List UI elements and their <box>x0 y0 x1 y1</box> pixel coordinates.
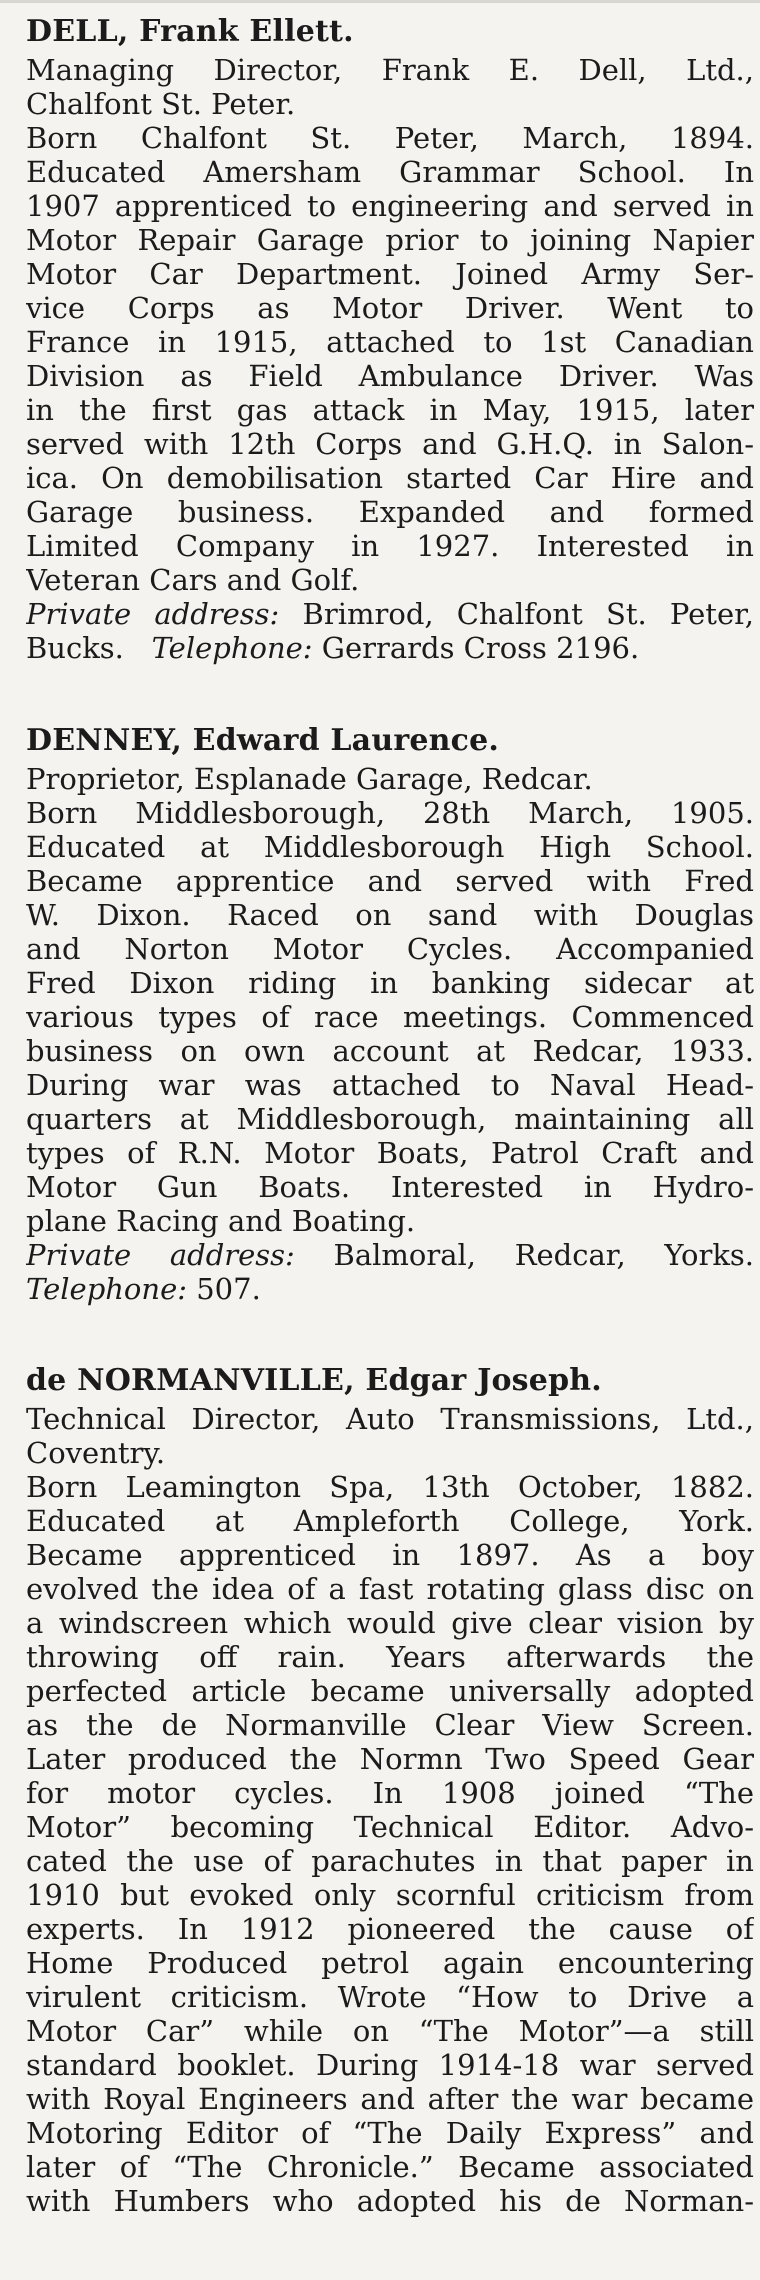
entry-line: evolved the idea of a fast rotating glass disc on <box>26 1572 754 1606</box>
entry-line: Motor Car Department. Joined Army Ser- <box>26 257 754 291</box>
entry-line: Garage business. Expanded and formed <box>26 495 754 529</box>
entry-line: Became apprenticed in 1897. As a boy <box>26 1538 754 1572</box>
entry-surname: de NORMANVILLE, <box>26 1363 355 1398</box>
entry-line: served with 12th Corps and G.H.Q. in Salon- <box>26 427 754 461</box>
entry-line: Home Produced petrol again encountering <box>26 1946 754 1980</box>
entry-line: ica. On demobilisation started Car Hire and <box>26 461 754 495</box>
entry-line: and Norton Motor Cycles. Accompanied <box>26 932 754 966</box>
entry-line: Motoring Editor of “The Daily Express” and <box>26 2116 754 2150</box>
entry-line: Fred Dixon riding in banking sidecar at <box>26 966 754 1000</box>
entry-line: business on own account at Redcar, 1933. <box>26 1034 754 1068</box>
telephone-label: Telephone: <box>26 1272 188 1306</box>
entry-line: 1907 apprenticed to engineering and served in <box>26 189 754 223</box>
entry-line: Motor Gun Boats. Interested in Hydro- <box>26 1170 754 1204</box>
entry-line: Division as Field Ambulance Driver. Was <box>26 359 754 393</box>
entry-given-names: Frank Ellett. <box>139 14 354 49</box>
entry-line: types of R.N. Motor Boats, Patrol Craft and <box>26 1136 754 1170</box>
entry-line: Became apprentice and served with Fred <box>26 864 754 898</box>
telephone-label: Telephone: <box>151 631 313 665</box>
entry-line: quarters at Middlesborough, maintaining all <box>26 1102 754 1136</box>
entry-line: During war was attached to Naval Head- <box>26 1068 754 1102</box>
entry-line: Born Middlesborough, 28th March, 1905. <box>26 796 754 830</box>
entry-line: Limited Company in 1927. Interested in <box>26 529 754 563</box>
entry-line: Managing Director, Frank E. Dell, Ltd., <box>26 53 754 87</box>
entry-heading <box>26 1363 754 1399</box>
entry-line: Born Chalfont St. Peter, March, 1894. <box>26 121 754 155</box>
entry-line: perfected article became universally adopted <box>26 1674 754 1708</box>
entry-line: in the first gas attack in May, 1915, later <box>26 393 754 427</box>
private-address-line <box>26 1238 754 1272</box>
entry-line: Coventry. <box>26 1436 166 1470</box>
entry-line: virulent criticism. Wrote “How to Drive a <box>26 1980 754 2014</box>
entry-line: Educated at Ampleforth College, York. <box>26 1504 754 1538</box>
telephone-value: 507. <box>196 1272 261 1306</box>
entry-line: France in 1915, attached to 1st Canadian <box>26 325 754 359</box>
entry-heading <box>26 723 754 759</box>
telephone-line <box>26 631 754 665</box>
entry-line: vice Corps as Motor Driver. Went to <box>26 291 754 325</box>
telephone-line <box>26 1272 754 1306</box>
entry-line: with Humbers who adopted his de Norman- <box>26 2184 754 2218</box>
entry-line: with Royal Engineers and after the war became <box>26 2082 754 2116</box>
private-address-label: Private address: <box>26 1238 295 1272</box>
entry-line: Veteran Cars and Golf. <box>26 563 360 597</box>
entry-line: Motor” becoming Technical Editor. Advo- <box>26 1810 754 1844</box>
private-address-value: Brimrod, Chalfont St. Peter, <box>302 597 754 631</box>
entry-given-names: Edward Laurence. <box>192 723 500 758</box>
entry-line: plane Racing and Boating. <box>26 1204 416 1238</box>
entry-line: as the de Normanville Clear View Screen. <box>26 1708 754 1742</box>
entry-line: Educated at Middlesborough High School. <box>26 830 754 864</box>
entry-heading <box>26 14 754 50</box>
entry-line: W. Dixon. Raced on sand with Douglas <box>26 898 754 932</box>
entry-line: a windscreen which would give clear vision by <box>26 1606 754 1640</box>
private-address-value: Balmoral, Redcar, Yorks. <box>333 1238 754 1272</box>
entry-line: 1910 but evoked only scornful criticism from <box>26 1878 754 1912</box>
private-address-label: Private address: <box>26 597 280 631</box>
entry-line: standard booklet. During 1914-18 war served <box>26 2048 754 2082</box>
private-address-continued: Bucks. <box>26 631 124 665</box>
entry-given-names: Edgar Joseph. <box>365 1363 602 1398</box>
entry-line: various types of race meetings. Commenced <box>26 1000 754 1034</box>
entry-line: experts. In 1912 pioneered the cause of <box>26 1912 754 1946</box>
entry-line: Proprietor, Esplanade Garage, Redcar. <box>26 762 593 796</box>
entry-surname: DENNEY, <box>26 723 182 758</box>
entry-line: Motor Repair Garage prior to joining Napier <box>26 223 754 257</box>
entry-line: Technical Director, Auto Transmissions, Ltd., <box>26 1402 754 1436</box>
entry-line: Later produced the Normn Two Speed Gear <box>26 1742 754 1776</box>
private-address-line <box>26 597 754 631</box>
telephone-value: Gerrards Cross 2196. <box>321 631 640 665</box>
entry-line: Born Leamington Spa, 13th October, 1882. <box>26 1470 754 1504</box>
entry-line: for motor cycles. In 1908 joined “The <box>26 1776 754 1810</box>
entry-surname: DELL, <box>26 14 129 49</box>
entry-line: cated the use of parachutes in that paper in <box>26 1844 754 1878</box>
entry-line: later of “The Chronicle.” Became associated <box>26 2150 754 2184</box>
entry-line: Motor Car” while on “The Motor”—a still <box>26 2014 754 2048</box>
entry-line: Educated Amersham Grammar School. In <box>26 155 754 189</box>
entry-line: Chalfont St. Peter. <box>26 87 296 121</box>
entry-line: throwing off rain. Years afterwards the <box>26 1640 754 1674</box>
